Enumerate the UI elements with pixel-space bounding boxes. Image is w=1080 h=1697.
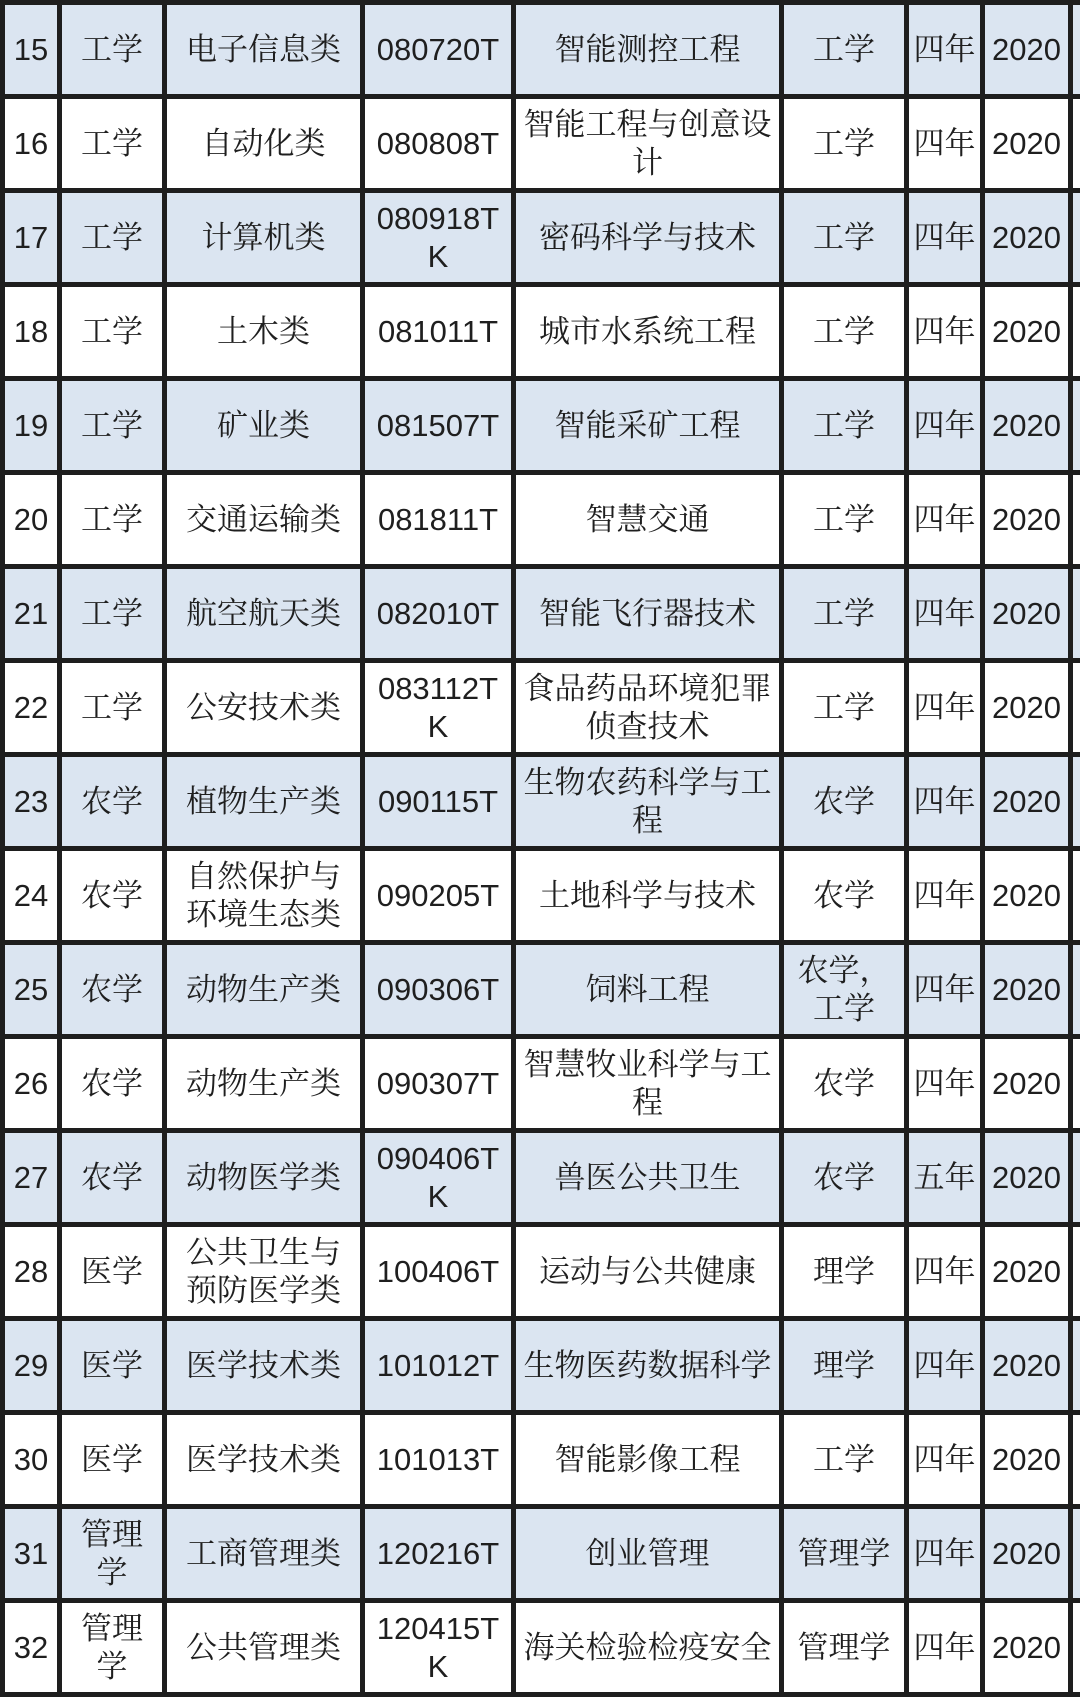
cell-major-name: 智能测控工程 [514, 3, 782, 97]
cell-major-name: 兽医公共卫生 [514, 1131, 782, 1225]
cell-row-number: 31 [3, 1507, 60, 1601]
cropped-next-column-sliver [1071, 849, 1080, 943]
cropped-next-column-sliver [1071, 755, 1080, 849]
cell-approval-year: 2020 [983, 567, 1071, 661]
cell-study-duration: 四年 [907, 755, 983, 849]
cell-degree-discipline: 农学 [782, 755, 907, 849]
cropped-next-column-sliver [1071, 1601, 1080, 1695]
cell-major-code: 100406T [363, 1225, 514, 1319]
cell-major-group: 植物生产类 [165, 755, 363, 849]
cell-approval-year: 2020 [983, 1601, 1071, 1695]
cell-study-duration: 四年 [907, 943, 983, 1037]
cell-degree-discipline: 工学 [782, 285, 907, 379]
cropped-next-column-sliver [1071, 1037, 1080, 1131]
cell-degree-discipline: 农学 [782, 1131, 907, 1225]
table-row [3, 1037, 1080, 1131]
table-row [3, 1507, 1080, 1601]
cell-major-group: 公共管理类 [165, 1601, 363, 1695]
cell-discipline: 工学 [60, 473, 165, 567]
cell-major-group: 计算机类 [165, 191, 363, 285]
cell-major-code: 080720T [363, 3, 514, 97]
cell-major-code: 090307T [363, 1037, 514, 1131]
cell-major-name: 密码科学与技术 [514, 191, 782, 285]
cell-discipline: 工学 [60, 97, 165, 191]
cell-row-number: 32 [3, 1601, 60, 1695]
cell-discipline: 工学 [60, 3, 165, 97]
cropped-next-column-sliver [1071, 1413, 1080, 1507]
cell-major-group: 土木类 [165, 285, 363, 379]
cell-approval-year: 2020 [983, 943, 1071, 1037]
cell-major-name: 智慧牧业科学与工程 [514, 1037, 782, 1131]
cell-major-name: 食品药品环境犯罪侦查技术 [514, 661, 782, 755]
cropped-next-column-sliver [1071, 567, 1080, 661]
cell-discipline: 农学 [60, 755, 165, 849]
cell-degree-discipline: 工学 [782, 379, 907, 473]
cell-discipline: 工学 [60, 285, 165, 379]
cell-major-code: 082010T [363, 567, 514, 661]
cell-major-name: 智能采矿工程 [514, 379, 782, 473]
cell-discipline: 管理学 [60, 1507, 165, 1601]
cropped-next-column-sliver [1071, 1319, 1080, 1413]
cell-major-group: 公共卫生与预防医学类 [165, 1225, 363, 1319]
cell-study-duration: 五年 [907, 1131, 983, 1225]
cell-major-group: 工商管理类 [165, 1507, 363, 1601]
cell-study-duration: 四年 [907, 3, 983, 97]
cell-row-number: 25 [3, 943, 60, 1037]
cell-row-number: 27 [3, 1131, 60, 1225]
cell-degree-discipline: 工学 [782, 191, 907, 285]
cell-study-duration: 四年 [907, 1413, 983, 1507]
cell-study-duration: 四年 [907, 1319, 983, 1413]
cell-major-name: 生物医药数据科学 [514, 1319, 782, 1413]
cell-major-code: 120415TK [363, 1601, 514, 1695]
cell-discipline: 工学 [60, 379, 165, 473]
cell-major-name: 智能影像工程 [514, 1413, 782, 1507]
cell-discipline: 管理学 [60, 1601, 165, 1695]
cell-degree-discipline: 农学 [782, 1037, 907, 1131]
cell-major-group: 公安技术类 [165, 661, 363, 755]
cropped-next-column-sliver [1071, 943, 1080, 1037]
cell-major-group: 动物生产类 [165, 1037, 363, 1131]
cropped-next-column-sliver [1071, 1131, 1080, 1225]
cell-approval-year: 2020 [983, 191, 1071, 285]
cell-study-duration: 四年 [907, 1225, 983, 1319]
cell-row-number: 15 [3, 3, 60, 97]
cell-major-group: 电子信息类 [165, 3, 363, 97]
cell-row-number: 26 [3, 1037, 60, 1131]
cropped-next-column-sliver [1071, 285, 1080, 379]
cell-major-group: 自动化类 [165, 97, 363, 191]
table-row [3, 849, 1080, 943]
cell-discipline: 医学 [60, 1319, 165, 1413]
table-row [3, 943, 1080, 1037]
cell-approval-year: 2020 [983, 379, 1071, 473]
table-body [3, 3, 1080, 1695]
table-row [3, 3, 1080, 97]
cropped-next-column-sliver [1071, 191, 1080, 285]
cell-row-number: 24 [3, 849, 60, 943]
cell-degree-discipline: 管理学 [782, 1507, 907, 1601]
cell-approval-year: 2020 [983, 661, 1071, 755]
table-row [3, 1319, 1080, 1413]
cell-major-code: 083112TK [363, 661, 514, 755]
cell-major-group: 动物医学类 [165, 1131, 363, 1225]
cell-discipline: 农学 [60, 943, 165, 1037]
cell-row-number: 22 [3, 661, 60, 755]
cell-degree-discipline: 农学 [782, 849, 907, 943]
cell-major-group: 自然保护与环境生态类 [165, 849, 363, 943]
cropped-next-column-sliver [1071, 473, 1080, 567]
cell-row-number: 20 [3, 473, 60, 567]
cell-major-code: 090306T [363, 943, 514, 1037]
cell-major-group: 医学技术类 [165, 1319, 363, 1413]
cell-major-code: 081011T [363, 285, 514, 379]
cell-approval-year: 2020 [983, 1131, 1071, 1225]
table-row [3, 285, 1080, 379]
cell-study-duration: 四年 [907, 285, 983, 379]
cell-study-duration: 四年 [907, 379, 983, 473]
cell-study-duration: 四年 [907, 849, 983, 943]
cell-study-duration: 四年 [907, 191, 983, 285]
cell-discipline: 医学 [60, 1413, 165, 1507]
cell-degree-discipline: 农学，工学 [782, 943, 907, 1037]
cell-approval-year: 2020 [983, 1225, 1071, 1319]
cell-major-code: 080918TK [363, 191, 514, 285]
table-row [3, 473, 1080, 567]
cropped-next-column-sliver [1071, 3, 1080, 97]
cell-approval-year: 2020 [983, 473, 1071, 567]
cell-major-name: 饲料工程 [514, 943, 782, 1037]
table-row [3, 191, 1080, 285]
cell-degree-discipline: 工学 [782, 97, 907, 191]
cell-discipline: 工学 [60, 191, 165, 285]
cell-approval-year: 2020 [983, 1507, 1071, 1601]
cell-major-name: 城市水系统工程 [514, 285, 782, 379]
table-row [3, 379, 1080, 473]
cell-degree-discipline: 工学 [782, 3, 907, 97]
cell-discipline: 医学 [60, 1225, 165, 1319]
cell-major-code: 090205T [363, 849, 514, 943]
cell-study-duration: 四年 [907, 473, 983, 567]
cell-major-name: 生物农药科学与工程 [514, 755, 782, 849]
cropped-next-column-sliver [1071, 1225, 1080, 1319]
cell-major-name: 运动与公共健康 [514, 1225, 782, 1319]
cell-row-number: 28 [3, 1225, 60, 1319]
cell-major-name: 创业管理 [514, 1507, 782, 1601]
cell-major-code: 090406TK [363, 1131, 514, 1225]
cell-discipline: 农学 [60, 1037, 165, 1131]
cell-row-number: 18 [3, 285, 60, 379]
cell-row-number: 19 [3, 379, 60, 473]
cell-major-name: 海关检验检疫安全 [514, 1601, 782, 1695]
cropped-next-column-sliver [1071, 97, 1080, 191]
table-row [3, 1413, 1080, 1507]
cell-study-duration: 四年 [907, 1507, 983, 1601]
cell-major-code: 090115T [363, 755, 514, 849]
cell-degree-discipline: 管理学 [782, 1601, 907, 1695]
cell-major-name: 土地科学与技术 [514, 849, 782, 943]
cell-approval-year: 2020 [983, 3, 1071, 97]
cell-row-number: 21 [3, 567, 60, 661]
cell-major-code: 120216T [363, 1507, 514, 1601]
cell-approval-year: 2020 [983, 285, 1071, 379]
cell-study-duration: 四年 [907, 1037, 983, 1131]
cell-row-number: 30 [3, 1413, 60, 1507]
cell-degree-discipline: 理学 [782, 1319, 907, 1413]
cell-study-duration: 四年 [907, 567, 983, 661]
cell-discipline: 工学 [60, 567, 165, 661]
cell-row-number: 23 [3, 755, 60, 849]
cell-major-group: 医学技术类 [165, 1413, 363, 1507]
cropped-next-column-sliver [1071, 379, 1080, 473]
table-row [3, 567, 1080, 661]
cell-major-group: 航空航天类 [165, 567, 363, 661]
cell-major-name: 智能飞行器技术 [514, 567, 782, 661]
cell-major-name: 智慧交通 [514, 473, 782, 567]
cell-major-group: 动物生产类 [165, 943, 363, 1037]
cell-approval-year: 2020 [983, 849, 1071, 943]
cell-major-name: 智能工程与创意设计 [514, 97, 782, 191]
cell-study-duration: 四年 [907, 1601, 983, 1695]
cell-degree-discipline: 工学 [782, 567, 907, 661]
cell-major-group: 交通运输类 [165, 473, 363, 567]
table-row [3, 755, 1080, 849]
table-row [3, 661, 1080, 755]
cell-approval-year: 2020 [983, 1037, 1071, 1131]
cell-major-code: 101013T [363, 1413, 514, 1507]
table-row [3, 97, 1080, 191]
cell-row-number: 17 [3, 191, 60, 285]
table-row [3, 1601, 1080, 1695]
cell-major-code: 080808T [363, 97, 514, 191]
cell-approval-year: 2020 [983, 97, 1071, 191]
cell-major-code: 081507T [363, 379, 514, 473]
cell-study-duration: 四年 [907, 661, 983, 755]
table-row [3, 1131, 1080, 1225]
cell-approval-year: 2020 [983, 755, 1071, 849]
cell-degree-discipline: 工学 [782, 1413, 907, 1507]
cell-major-group: 矿业类 [165, 379, 363, 473]
cell-discipline: 工学 [60, 661, 165, 755]
cell-discipline: 农学 [60, 849, 165, 943]
cell-row-number: 29 [3, 1319, 60, 1413]
cell-row-number: 16 [3, 97, 60, 191]
cropped-next-column-sliver [1071, 661, 1080, 755]
cell-degree-discipline: 工学 [782, 661, 907, 755]
cell-major-code: 081811T [363, 473, 514, 567]
cell-degree-discipline: 工学 [782, 473, 907, 567]
cell-study-duration: 四年 [907, 97, 983, 191]
cropped-next-column-sliver [1071, 1507, 1080, 1601]
cell-discipline: 农学 [60, 1131, 165, 1225]
cell-degree-discipline: 理学 [782, 1225, 907, 1319]
cell-approval-year: 2020 [983, 1319, 1071, 1413]
cell-approval-year: 2020 [983, 1413, 1071, 1507]
table-row [3, 1225, 1080, 1319]
cell-major-code: 101012T [363, 1319, 514, 1413]
